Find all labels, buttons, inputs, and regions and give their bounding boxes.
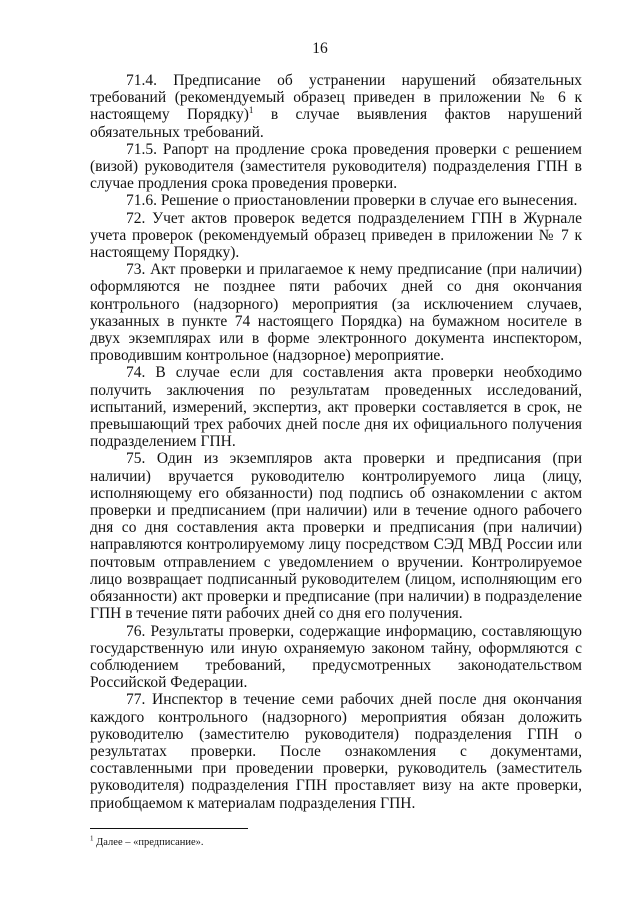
paragraph-77: 77. Инспектор в течение семи рабочих дней после дня окончания каждого контрольного (надзорного) мероприятия обязан доложить руководителю (заместителю руководителя) подразделения ГПН о результатах проверки. После ознакомления с документами, составленными при проведении проверки, руководитель (заместитель руководителя) подразделения ГПН проставляет визу на акте проверки, приобщаемом к материалам подразделения ГПН. (90, 691, 582, 812)
paragraph-72: 72. Учет актов проверок ведется подразделением ГПН в Журнале учета проверок (рекомендуемый образец приведен в приложении № 7 к настоящему Порядку). (90, 209, 582, 262)
paragraph-76: 76. Результаты проверки, содержащие информацию, составляющую государственную или иную охраняемую законом тайну, оформляются с соблюдением требований, предусмотренных законодательством Российской Федерации. (90, 622, 582, 692)
footnote-text: Далее – «предписание». (93, 837, 204, 848)
paragraph-75: 75. Один из экземпляров акта проверки и предписания (при наличии) вручается руководителю контролируемого лица (лицу, исполняющему его обязанности) под подпись об ознакомлении с актом проверки и предписанием (при наличии) или в течение одного рабочего дня со дня составления акта проверки и предписания (при наличии) направляются контролируемому лицу посредством СЭД МВД России или почтовым отправлением с уведомлением о вручении. Контролируемое лицо возвращает подписанный руководителем (лицом, исполняющим его обязанности) акт проверки и предписание (при наличии) в подразделение ГПН в течение пяти рабочих дней со дня его получения. (90, 450, 582, 623)
paragraph-71-6: 71.6. Решение о приостановлении проверки в случае его вынесения. (126, 192, 578, 210)
document-body (90, 72, 582, 812)
footnote-mark: 1 (90, 834, 94, 843)
footnote (90, 836, 582, 849)
footnote-separator (90, 828, 248, 829)
page-number: 16 (312, 40, 328, 57)
footnote-reference: 1 (248, 105, 254, 116)
paragraph-71-5: 71.5. Рапорт на продление срока проведения проверки с решением (визой) руководителя (заместителя руководителя) подразделения ГПН в случае продления срока проведения проверки. (90, 140, 582, 193)
paragraph-71-4-text: 71.4. Предписание об устранении нарушений обязательных требований (рекомендуемый образец приведен в приложении № 6 к настоящему Порядку) (90, 72, 582, 124)
paragraph-73: 73. Акт проверки и прилагаемое к нему предписание (при наличии) оформляются не позднее пяти рабочих дней со дня окончания контрольного (надзорного) мероприятия (за исключением случаев, указанных в пункте 74 настоящего Порядка) на бумажном носителе в двух экземплярах или в форме электронного документа инспектором, проводившим контрольное (надзорное) мероприятие. (90, 261, 582, 365)
paragraph-74: 74. В случае если для составления акта проверки необходимо получить заключения по результатам проведенных исследований, испытаний, измерений, экспертиз, акт проверки составляется в срок, не превышающий трех рабочих дней после дня их официального получения подразделением ГПН. (90, 364, 582, 451)
paragraph-71-4 (90, 72, 582, 141)
paragraph-71-4-tail: в случае выявления фактов нарушений обязательных требований. (90, 106, 583, 141)
